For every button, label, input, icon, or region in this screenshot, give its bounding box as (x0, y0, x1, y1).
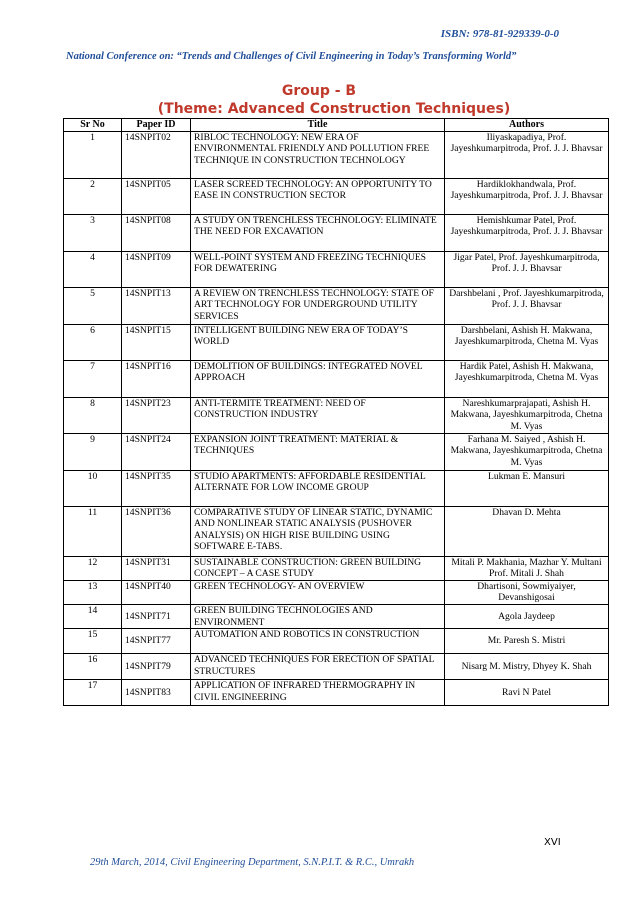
sr-no-cell: 6 (64, 324, 122, 360)
theme-heading: (Theme: Advanced Construction Techniques) (157, 101, 511, 117)
paper-id-cell: 14SNPIT09 (122, 251, 191, 287)
title-cell: COMPARATIVE STUDY OF LINEAR STATIC, DYNAMIC AND NONLINEAR STATIC ANALYSIS (PUSHOVER ANALYSIS) ON HIGH RISE BUILDING USING SOFTWARE E-TABS. (191, 506, 445, 556)
table-row (64, 324, 609, 360)
authors-cell: Mitali P. Makhania, Mazhar Y. Multani Prof. Mitali J. Shah (445, 556, 609, 580)
authors-cell: Hardiklokhandwala, Prof. Jayeshkumarpitroda, Prof. J. J. Bhavsar (445, 178, 609, 214)
table-row (64, 360, 609, 397)
sr-no-cell: 1 (64, 131, 122, 178)
title-cell: A REVIEW ON TRENCHLESS TECHNOLOGY: STATE OF ART TECHNOLOGY FOR UNDERGROUND UTILITY SERVICES (191, 287, 445, 324)
table-row (64, 470, 609, 506)
table-row (64, 654, 609, 680)
sr-no-cell: 16 (64, 654, 122, 680)
authors-cell: Darshbelani, Ashish H. Makwana, Jayeshkumarpitroda, Chetna M. Vyas (445, 324, 609, 360)
sr-no-cell: 9 (64, 433, 122, 470)
title-cell: A STUDY ON TRENCHLESS TECHNOLOGY: ELIMINATE THE NEED FOR EXCAVATION (191, 214, 445, 251)
title-cell: GREEN TECHNOLOGY- AN OVERVIEW (191, 580, 445, 604)
title-cell: RIBLOC TECHNOLOGY: NEW ERA OF ENVIRONMENTAL FRIENDLY AND POLLUTION FREE TECHNIQUE IN CONSTRUCTION TECHNOLOGY (191, 131, 445, 178)
paper-id-cell: 14SNPIT15 (122, 324, 191, 360)
authors-cell: Hardik Patel, Ashish H. Makwana, Jayeshkumarpitroda, Chetna M. Vyas (445, 360, 609, 397)
col-header-title: Title (191, 119, 445, 132)
authors-cell: Dhartisoni, Sowmiyaiyer, Devanshigosai (445, 580, 609, 604)
paper-id-cell: 14SNPIT83 (122, 680, 191, 706)
paper-id-cell: 14SNPIT23 (122, 397, 191, 433)
paper-id-cell: 14SNPIT13 (122, 287, 191, 324)
sr-no-cell: 4 (64, 251, 122, 287)
title-cell: GREEN BUILDING TECHNOLOGIES AND ENVIRONMENT (191, 604, 445, 628)
authors-cell: Nisarg M. Mistry, Dhyey K. Shah (445, 654, 609, 680)
sr-no-cell: 12 (64, 556, 122, 580)
table-row (64, 556, 609, 580)
table-row (64, 131, 609, 178)
conference-header: National Conference on: “Trends and Challenges of Civil Engineering in Today’s Transforming World” (66, 51, 517, 62)
table-header-row (64, 119, 609, 132)
paper-id-cell: 14SNPIT05 (122, 178, 191, 214)
col-header-paper-id: Paper ID (122, 119, 191, 132)
table-row (64, 680, 609, 706)
authors-cell: Ravi N Patel (445, 680, 609, 706)
table-row (64, 629, 609, 654)
authors-cell: Agola Jaydeep (445, 604, 609, 628)
table-row (64, 214, 609, 251)
authors-cell: Jigar Patel, Prof. Jayeshkumarpitroda, Prof. J. J. Bhavsar (445, 251, 609, 287)
sr-no-cell: 10 (64, 470, 122, 506)
group-heading: Group - B (281, 83, 357, 99)
sr-no-cell: 13 (64, 580, 122, 604)
title-cell: EXPANSION JOINT TREATMENT: MATERIAL & TECHNIQUES (191, 433, 445, 470)
table-row (64, 251, 609, 287)
paper-id-cell: 14SNPIT08 (122, 214, 191, 251)
title-cell: AUTOMATION AND ROBOTICS IN CONSTRUCTION (191, 629, 445, 654)
paper-id-cell: 14SNPIT35 (122, 470, 191, 506)
authors-cell: Hemishkumar Patel, Prof. Jayeshkumarpitroda, Prof. J. J. Bhavsar (445, 214, 609, 251)
sr-no-cell: 3 (64, 214, 122, 251)
col-header-authors: Authors (445, 119, 609, 132)
paper-id-cell: 14SNPIT71 (122, 604, 191, 628)
sr-no-cell: 14 (64, 604, 122, 628)
isbn-header: ISBN: 978-81-929339-0-0 (440, 28, 559, 40)
sr-no-cell: 5 (64, 287, 122, 324)
authors-cell: Nareshkumarprajapati, Ashish H. Makwana, Jayeshkumarpitroda, Chetna M. Vyas (445, 397, 609, 433)
sr-no-cell: 15 (64, 629, 122, 654)
sr-no-cell: 2 (64, 178, 122, 214)
authors-cell: Dhavan D. Mehta (445, 506, 609, 556)
paper-id-cell: 14SNPIT16 (122, 360, 191, 397)
paper-id-cell: 14SNPIT77 (122, 629, 191, 654)
page-number: XVI (544, 837, 561, 848)
authors-cell: Farhana M. Saiyed , Ashish H. Makwana, Jayeshkumarpitroda, Chetna M. Vyas (445, 433, 609, 470)
title-cell: ADVANCED TECHNIQUES FOR ERECTION OF SPATIAL STRUCTURES (191, 654, 445, 680)
sr-no-cell: 8 (64, 397, 122, 433)
title-cell: LASER SCREED TECHNOLOGY: AN OPPORTUNITY TO EASE IN CONSTRUCTION SECTOR (191, 178, 445, 214)
authors-cell: Mr. Paresh S. Mistri (445, 629, 609, 654)
sr-no-cell: 7 (64, 360, 122, 397)
table-row (64, 506, 609, 556)
paper-id-cell: 14SNPIT02 (122, 131, 191, 178)
title-cell: SUSTAINABLE CONSTRUCTION: GREEN BUILDING CONCEPT – A CASE STUDY (191, 556, 445, 580)
paper-id-cell: 14SNPIT79 (122, 654, 191, 680)
authors-cell: Lukman E. Mansuri (445, 470, 609, 506)
table-row (64, 580, 609, 604)
table-row (64, 433, 609, 470)
title-cell: STUDIO APARTMENTS: AFFORDABLE RESIDENTIAL ALTERNATE FOR LOW INCOME GROUP (191, 470, 445, 506)
col-header-sr-no: Sr No (64, 119, 122, 132)
title-cell: DEMOLITION OF BUILDINGS: INTEGRATED NOVEL APPROACH (191, 360, 445, 397)
paper-id-cell: 14SNPIT40 (122, 580, 191, 604)
paper-id-cell: 14SNPIT24 (122, 433, 191, 470)
title-cell: APPLICATION OF INFRARED THERMOGRAPHY IN CIVIL ENGINEERING (191, 680, 445, 706)
papers-table (63, 118, 609, 706)
paper-id-cell: 14SNPIT31 (122, 556, 191, 580)
sr-no-cell: 11 (64, 506, 122, 556)
table-row (64, 397, 609, 433)
table-row (64, 604, 609, 628)
title-cell: WELL-POINT SYSTEM AND FREEZING TECHNIQUES FOR DEWATERING (191, 251, 445, 287)
paper-id-cell: 14SNPIT36 (122, 506, 191, 556)
title-cell: ANTI-TERMITE TREATMENT: NEED OF CONSTRUCTION INDUSTRY (191, 397, 445, 433)
title-cell: INTELLIGENT BUILDING NEW ERA OF TODAY’S WORLD (191, 324, 445, 360)
authors-cell: Iliyaskapadiya, Prof. Jayeshkumarpitroda, Prof. J. J. Bhavsar (445, 131, 609, 178)
table-row (64, 287, 609, 324)
sr-no-cell: 17 (64, 680, 122, 706)
page-footer: 29th March, 2014, Civil Engineering Department, S.N.P.I.T. & R.C., Umrakh (90, 857, 415, 868)
authors-cell: Darshbelani , Prof. Jayeshkumarpitroda, Prof. J. J. Bhavsar (445, 287, 609, 324)
table-row (64, 178, 609, 214)
